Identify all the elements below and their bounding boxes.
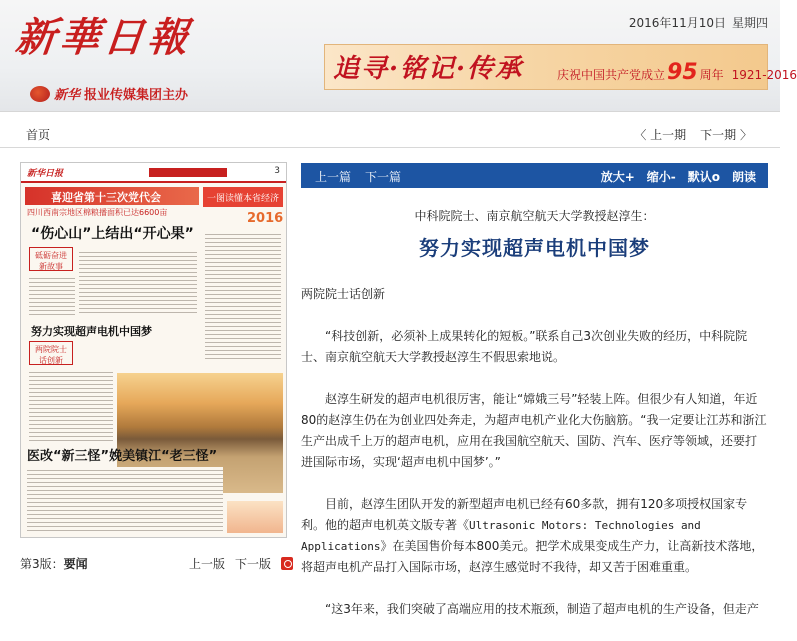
next-issue-link[interactable]: 下一期 〉 [700, 128, 752, 142]
masthead-logo[interactable] [13, 6, 206, 76]
banner-sub-number: 95 [667, 60, 698, 85]
thumb-headline-3[interactable]: 医改“新三怪”娩美镇江“老三怪” [27, 449, 218, 464]
prev-article-link[interactable]: 上一篇 [315, 170, 352, 184]
issue-weekday: 星期四 [731, 16, 768, 30]
page-thumbnail[interactable] [20, 162, 287, 538]
banner-sub-text [557, 60, 797, 85]
edition-number: 第3版： [20, 557, 64, 571]
thumb-skyline-image [227, 501, 283, 533]
article-paragraph: 赵淳生研发的超声电机很厉害，能让“嫦娥三号”轻装上阵。但很少有人知道，年近80的赵淳生仍在为创业四处奔走，为超声电机产业化大伤脑筋。“我一定要让江苏和浙江生产出成千上万的超声电机，应用在我国航空航天、国防、汽车、医疗等领域，还要打进国际市场，实现‘超声电机中国梦’。” [301, 392, 767, 469]
article-paragraph [301, 494, 768, 578]
thumb-text-block [205, 231, 281, 361]
banner-sub-suffix: 周年 [699, 68, 724, 82]
edition-pager [189, 555, 293, 572]
article-paragraph: “科技创新，必须补上成果转化的短板。”联系自己3次创业失败的经历，中科院院士、南京航空航天大学教授赵淳生不假思索地说。 [301, 329, 748, 364]
thumb-headline-1[interactable]: “伤心山”上结出“开心果” [31, 226, 194, 242]
prev-edition-link[interactable]: 上一版 [189, 557, 226, 571]
article-title: 努力实现超声电机中国梦 [419, 236, 650, 260]
thumb-sidebar-head: 一图读懂本省经济 [203, 187, 283, 207]
article-column: 两院院士话创新 [301, 287, 386, 301]
edition-name[interactable]: 要闻 [63, 557, 88, 571]
publisher-name: 新华 [54, 88, 81, 103]
article-kicker: 中科院院士、南京航空航天大学教授赵淳生： [414, 209, 655, 223]
thumb-text-block [27, 467, 223, 533]
thumb-badge-1: 砥砺奋进新故事 [29, 247, 73, 271]
thumb-banner [25, 187, 199, 205]
thumb-page-number: 3 [274, 166, 280, 176]
home-link[interactable]: 首页 [26, 128, 51, 142]
thumb-logo: 新华日报 [27, 169, 64, 179]
zoom-out-button[interactable]: 缩小- [646, 170, 676, 184]
book-title: Ultrasonic Motors: Technologies and Applications [301, 519, 701, 553]
site-header [0, 0, 797, 112]
issue-pager [634, 126, 752, 143]
article-pager [315, 168, 401, 185]
publisher-text: 报业传媒集团主办 [84, 88, 189, 103]
edition-label [20, 555, 88, 572]
thumb-text-block [79, 249, 197, 315]
zoom-in-button[interactable]: 放大+ [600, 170, 635, 184]
pdf-icon[interactable] [281, 557, 293, 570]
article-paragraph: “这3年来，我们突破了高端应用的技术瓶颈，制造了超声电机的生产设备，但走产 [325, 602, 759, 616]
issue-date-text: 2016年11月10日 [628, 16, 726, 30]
thumb-banner-text: 喜迎省第十三次党代会 [51, 191, 161, 204]
thumb-text-block [29, 275, 75, 315]
article-text: 目前，赵淳生团队开发的新型超声电机已经有60多款，拥有120多项授权国家专利。他的超声电机英文版专著《 [301, 497, 748, 532]
thumb-headline-2[interactable]: 努力实现超声电机中国梦 [31, 325, 152, 338]
next-article-link[interactable]: 下一篇 [365, 170, 402, 184]
anniversary-banner[interactable] [324, 44, 797, 90]
thumb-header [21, 163, 286, 183]
thumb-red-line: 四川西南宗地区棉粮播面积已达6600亩 [27, 208, 168, 217]
publisher-mark-icon [30, 86, 50, 102]
prev-issue-link[interactable]: 〈 上一期 [634, 128, 687, 142]
article-toolbar [301, 163, 768, 188]
font-controls [601, 168, 756, 185]
default-size-button[interactable]: 默认o [687, 170, 720, 184]
thumb-text-block [79, 373, 113, 441]
masthead-title: 新華日報 [13, 14, 195, 61]
next-edition-link[interactable]: 下一版 [235, 557, 272, 571]
article-text: 》在美国售价每本800美元。把学术成果变成生产力，让高新技术落地，将超声电机产品打入国际市场，赵淳生感觉时不我待，却又苦于困难重重。 [301, 539, 764, 574]
article-body [301, 284, 768, 641]
thumb-badge-2: 两院院士话创新 [29, 341, 73, 365]
thumb-section-tag [149, 168, 227, 177]
thumb-year: 2016 [247, 211, 284, 226]
read-aloud-button[interactable]: 朗读 [731, 170, 756, 184]
issue-nav [0, 120, 780, 148]
banner-years: 1921-2016 [731, 68, 797, 82]
banner-main-text: 追寻·铭记·传承 [333, 54, 524, 84]
publisher-logo [30, 84, 188, 103]
thumb-sidebar [203, 187, 283, 369]
issue-date [629, 14, 768, 31]
banner-sub-prefix: 庆祝中国共产党成立 [557, 68, 666, 82]
